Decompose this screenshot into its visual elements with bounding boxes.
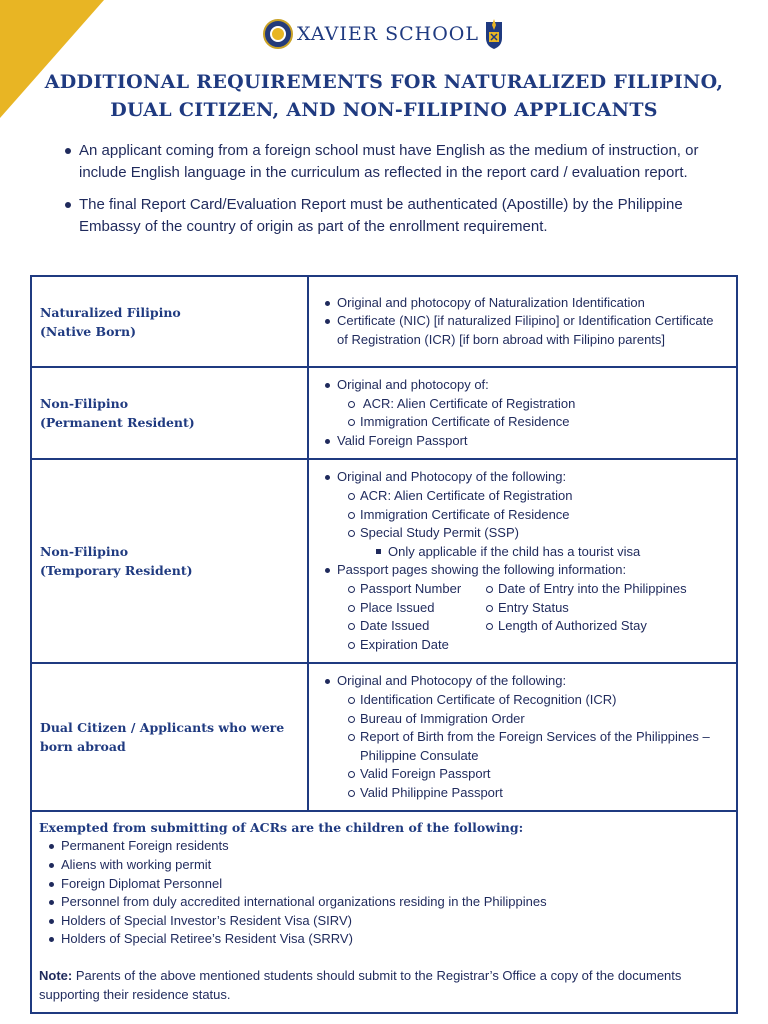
sub-list-item: Date of Entry into the Philippines: [485, 580, 687, 599]
category-label: Naturalized Filipino: [40, 304, 181, 320]
title-line-2: DUAL CITIZEN, AND NON-FILIPINO APPLICANTS: [110, 99, 658, 121]
exemption-item: Personnel from duly accredited international organizations residing in the Philippines: [47, 893, 729, 912]
sub-list-item: [347, 524, 726, 561]
category-label: Non-Filipino: [40, 544, 129, 560]
sub-list-item: ACR: Alien Certificate of Registration: [347, 395, 726, 414]
details-cell: [308, 367, 737, 459]
category-label: Non-Filipino: [40, 396, 129, 412]
requirements-table: [30, 275, 738, 1014]
note-label: Note:: [39, 968, 73, 984]
exemption-item: Holders of Special Retiree’s Resident Visa (SRRV): [47, 930, 729, 949]
note-text: Parents of the above mentioned students should submit to the Registrar’s Office a copy of the documents supporting their residence status.: [39, 968, 682, 1002]
sub-list-item: Identification Certificate of Recognition (ICR): [347, 691, 726, 710]
category-sublabel: (Temporary Resident): [40, 563, 193, 579]
sub-list-item: Immigration Certificate of Residence: [347, 506, 726, 525]
exemption-item: Aliens with working permit: [47, 856, 729, 875]
table-row: [31, 459, 737, 663]
detail-item: Only applicable if the child has a tourist visa: [374, 543, 726, 562]
list-item-text: Original and photocopy of:: [337, 377, 489, 392]
exemption-item: Permanent Foreign residents: [47, 837, 729, 856]
table-row: [31, 811, 737, 1013]
details-cell: [308, 663, 737, 811]
exemption-cell: [31, 811, 737, 1013]
sub-list-item: Bureau of Immigration Order: [347, 710, 726, 729]
intro-item: An applicant coming from a foreign school must have English as the medium of instruction, or include English language in the curriculum as reflected in the report card / evaluation report.: [62, 140, 742, 184]
sub-list-item: Valid Foreign Passport: [347, 765, 726, 784]
list-item: Original and photocopy of Naturalization Identification: [323, 294, 726, 313]
school-name: XAVIER SCHOOL: [297, 23, 479, 45]
list-item-text: Passport pages showing the following information:: [337, 562, 627, 578]
list-item: [323, 376, 726, 432]
intro-item: The final Report Card/Evaluation Report must be authenticated (Apostille) by the Philippine Embassy of the country of origin as part of the enrollment requirement.: [62, 194, 742, 238]
sub-list-item: ACR: Alien Certificate of Registration: [347, 487, 726, 506]
list-item: Valid Foreign Passport: [323, 432, 726, 451]
school-seal-icon: [263, 19, 293, 49]
school-shield-icon: [483, 18, 505, 50]
sub-list-item: Immigration Certificate of Residence: [347, 413, 726, 432]
category-cell: [31, 663, 308, 811]
title-line-1: ADDITIONAL REQUIREMENTS FOR NATURALIZED FILIPINO,: [44, 71, 724, 93]
table-row: [31, 367, 737, 459]
category-cell: [31, 459, 308, 663]
exemption-item: Holders of Special Investor’s Resident Visa (SIRV): [47, 912, 729, 931]
details-cell: [308, 276, 737, 367]
category-sublabel: born abroad: [40, 739, 126, 755]
table-row: [31, 276, 737, 367]
sub-list-item: Entry Status: [485, 599, 687, 618]
sub-list-item: Date Issued: [347, 617, 485, 636]
category-cell: [31, 367, 308, 459]
page-title: [0, 68, 768, 124]
sub-list-item: Passport Number: [347, 580, 485, 599]
category-label: Dual Citizen / Applicants who were: [40, 720, 285, 736]
sub-list-item: Report of Birth from the Foreign Services of the Philippines – Philippine Consulate: [347, 728, 726, 765]
intro-list: [62, 140, 742, 248]
list-item: [323, 561, 726, 654]
sub-list-item: Valid Philippine Passport: [347, 784, 726, 803]
sub-list-item: Length of Authorized Stay: [485, 617, 687, 636]
passport-info-columns: [337, 580, 726, 654]
sub-list-item-text: Special Study Permit (SSP): [360, 525, 519, 541]
list-item: Certificate (NIC) [if naturalized Filipino] or Identification Certificate of Registration (ICR) [if born abroad with Filipino parents]: [323, 312, 726, 349]
table-row: [31, 663, 737, 811]
exemption-title: Exempted from submitting of ACRs are the children of the following:: [39, 820, 524, 836]
exemption-item: Foreign Diplomat Personnel: [47, 875, 729, 894]
list-item-text: Original and Photocopy of the following:: [337, 673, 567, 689]
list-item: [323, 468, 726, 561]
details-cell: [308, 459, 737, 663]
list-item-text: Original and Photocopy of the following:: [337, 469, 567, 485]
list-item: [323, 672, 726, 802]
school-header: [0, 18, 768, 50]
sub-list-item: Expiration Date: [347, 636, 485, 655]
category-sublabel: (Native Born): [40, 323, 137, 339]
category-sublabel: (Permanent Resident): [40, 415, 195, 431]
note-paragraph: [39, 967, 729, 1004]
sub-list-item: Place Issued: [347, 599, 485, 618]
category-cell: [31, 276, 308, 367]
